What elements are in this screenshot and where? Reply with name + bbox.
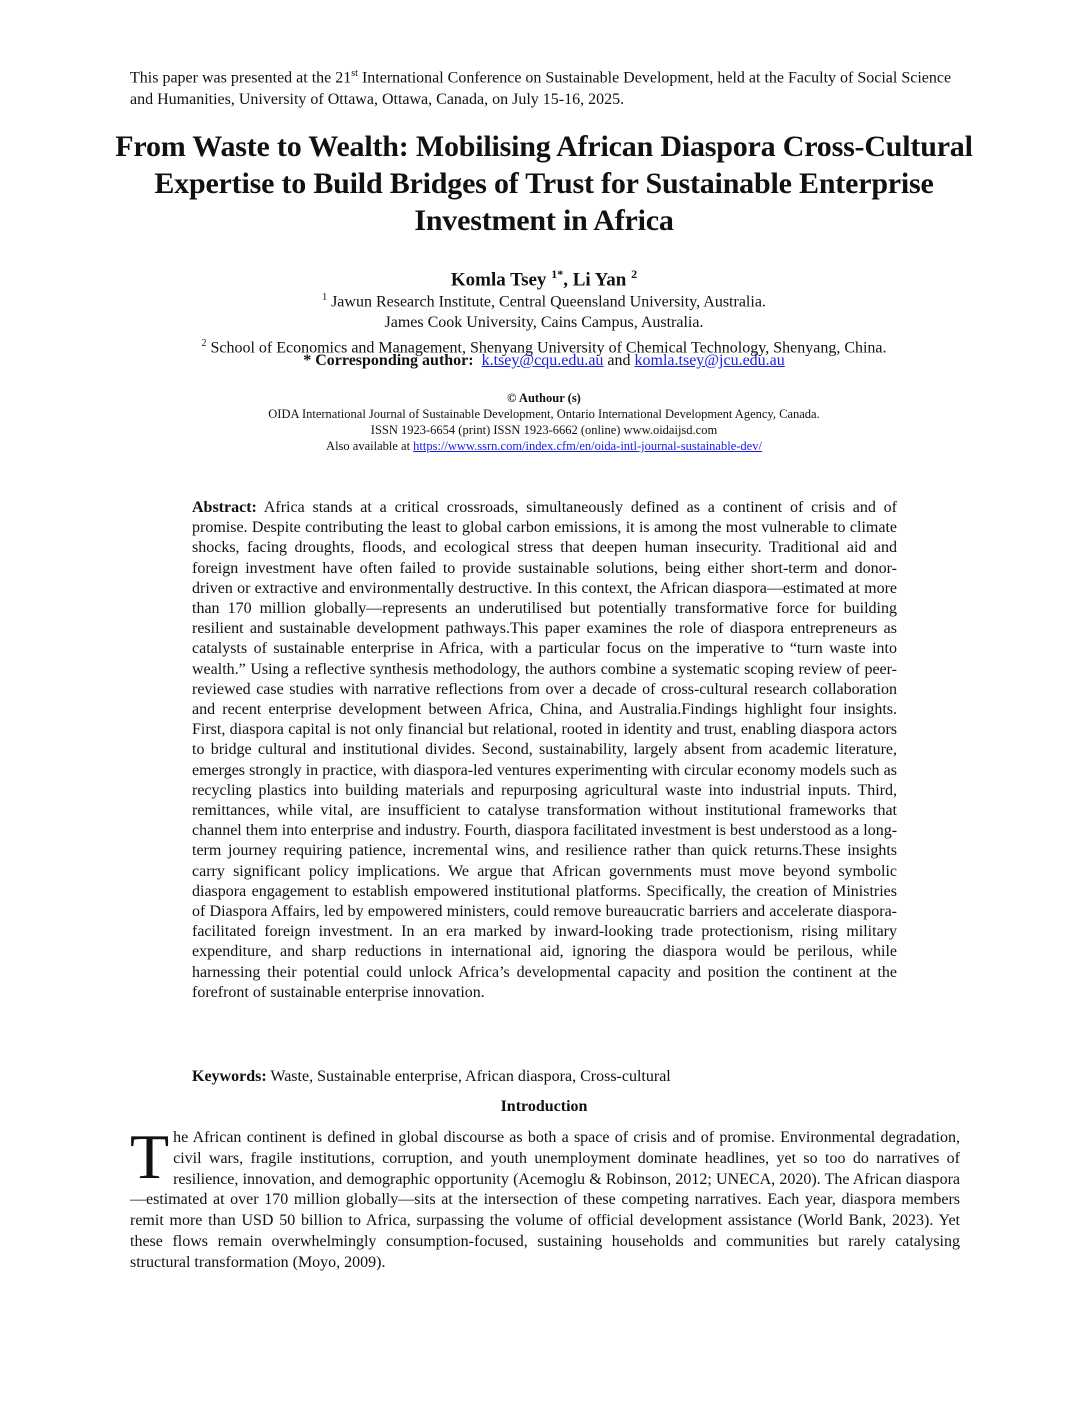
author-superscript: 1*: [551, 267, 564, 281]
introduction-text: he African continent is defined in global discourse as both a space of crisis and of promise. Environmental degradation, civil wars, fragile institutions, corruption, and youth unemployment dominate headlines, yet so too do narratives of resilience, innovation, and demographic opportunity (Acemoglu & Robinson, 2012; UNECA, 2020). The African diaspora—estimated at over 170 million globally—sits at the intersection of these competing narratives. Each year, diaspora members remit more than USD 50 billion to Africa, surpassing the volume of official development assistance (World Bank, 2023). Yet these flows remain overwhelmingly consumption-focused, sustaining households and communities but rarely catalysing structural transformation (Moyo, 2009).: [130, 1129, 960, 1271]
affiliation-marker: 1: [322, 292, 328, 303]
abstract-text: Africa stands at a critical crossroads, simultaneously defined as a continent of crisis and of promise. Despite contributing the least to global carbon emissions, it is among the most vulnerable to climate shocks, facing droughts, floods, and ecological stress that deepen human insecurity. Traditional aid and foreign investment have often failed to provide sustainable solutions, being either short-term and donor-driven or extractive and environmentally destructive. In this context, the African diaspora—estimated at more than 170 million globally—represents an underutilised but potentially transformative force for building resilient and sustainable development pathways.This paper examines the role of diaspora entrepreneurs as catalysts of sustainable enterprise in Africa, with a particular focus on the imperative to “turn waste into wealth.” Using a reflective synthesis methodology, the authors combine a systematic scoping review of peer-reviewed case studies with narrative reflections from over a decade of cross-cultural research collaboration and recent enterprise development between Africa, China, and Australia.Findings highlight four insights. First, diaspora capital is not only financial but relational, rooted in identity and trust, enabling diaspora actors to bridge cultural and institutional divides. Second, sustainability, largely absent from academic literature, emerges strongly in practice, with diaspora-led ventures experimenting with circular economy models such as recycling plastics into building materials and repurposing agricultural waste into industrial inputs. Third, remittances, while vital, are insufficient to catalyse transformation without institutional frameworks that channel them into enterprise and industry. Fourth, diaspora facilitated investment is best understood as a long-term journey requiring patience, incremental wins, and resilience rather than quick returns.These insights carry significant policy implications. We argue that African governments must move beyond symbolic diaspora engagement to establish empowered institutional platforms. Specifically, the creation of Ministries of Diaspora Affairs, led by empowered ministers, could remove bureaucratic barriers and accelerate diaspora-facilitated foreign investment. In an era marked by inward-looking trade protectionism, rising military expenditure, and sharp reductions in international aid, ignoring the diaspora would be perilous, while harnessing their potential could unlock Africa’s developmental capacity and position the continent at the forefront of sustainable enterprise innovation.: [192, 499, 898, 1001]
corresponding-label: * Corresponding author:: [303, 352, 474, 369]
abstract-label: Abstract:: [192, 499, 257, 516]
keywords-label: Keywords:: [192, 1068, 267, 1085]
conference-note-post: International Conference on Sustainable Development, held at the Faculty of Social Science and Humanities, University of Ottawa, Ottawa, Canada, on July 15-16, 2025.: [130, 69, 952, 109]
conference-note: [130, 63, 960, 111]
publication-info: [0, 390, 1088, 454]
journal-line: OIDA International Journal of Sustainable Development, Ontario International Development Agency, Canada.: [268, 407, 820, 421]
author-name: Li Yan: [572, 269, 632, 291]
ssrn-link[interactable]: https://www.ssrn.com/index.cfm/en/oida-intl-journal-sustainable-dev/: [413, 439, 762, 453]
issn-line: ISSN 1923-6654 (print) ISSN 1923-6662 (online) www.oidaijsd.com: [370, 423, 718, 437]
paper-title: From Waste to Wealth: Mobilising African Diaspora Cross-Cultural Expertise to Build Bridges of Trust for Sustainable Enterprise Investment in Africa: [115, 130, 973, 237]
abstract: [192, 498, 897, 1003]
corresponding-author: [0, 350, 1088, 371]
affiliation-text: Jawun Research Institute, Central Queensland University, Australia.: [327, 293, 766, 311]
conference-note-pre: This paper was presented at the 21: [130, 69, 352, 87]
author-name: Komla Tsey: [450, 269, 552, 291]
email-link[interactable]: k.tsey@cqu.edu.au: [481, 352, 604, 369]
affiliation-marker: 2: [201, 338, 207, 350]
affiliations: [0, 287, 1088, 359]
availability-line: [0, 438, 1088, 454]
email-separator: and: [603, 352, 635, 369]
conference-note-ordinal: st: [351, 68, 358, 79]
email-link[interactable]: komla.tsey@jcu.edu.au: [634, 352, 785, 369]
drop-cap: T: [130, 1121, 170, 1192]
affiliation-text: School of Economics and Management, Shenyang University of Chemical Technology, Shenyang, China.: [206, 339, 887, 357]
introduction-paragraph: [130, 1121, 960, 1274]
affiliation-1: [0, 287, 1088, 312]
author-superscript: 2: [631, 267, 638, 281]
section-heading: Introduction: [500, 1098, 588, 1115]
keywords: [192, 1067, 897, 1087]
copyright-line: © Authour (s): [507, 391, 581, 405]
availability-label: Also available at: [326, 439, 414, 453]
author-separator: ,: [563, 269, 573, 291]
affiliation-1b: James Cook University, Cains Campus, Australia.: [384, 314, 704, 332]
keywords-text: Waste, Sustainable enterprise, African diaspora, Cross-cultural: [266, 1068, 671, 1085]
